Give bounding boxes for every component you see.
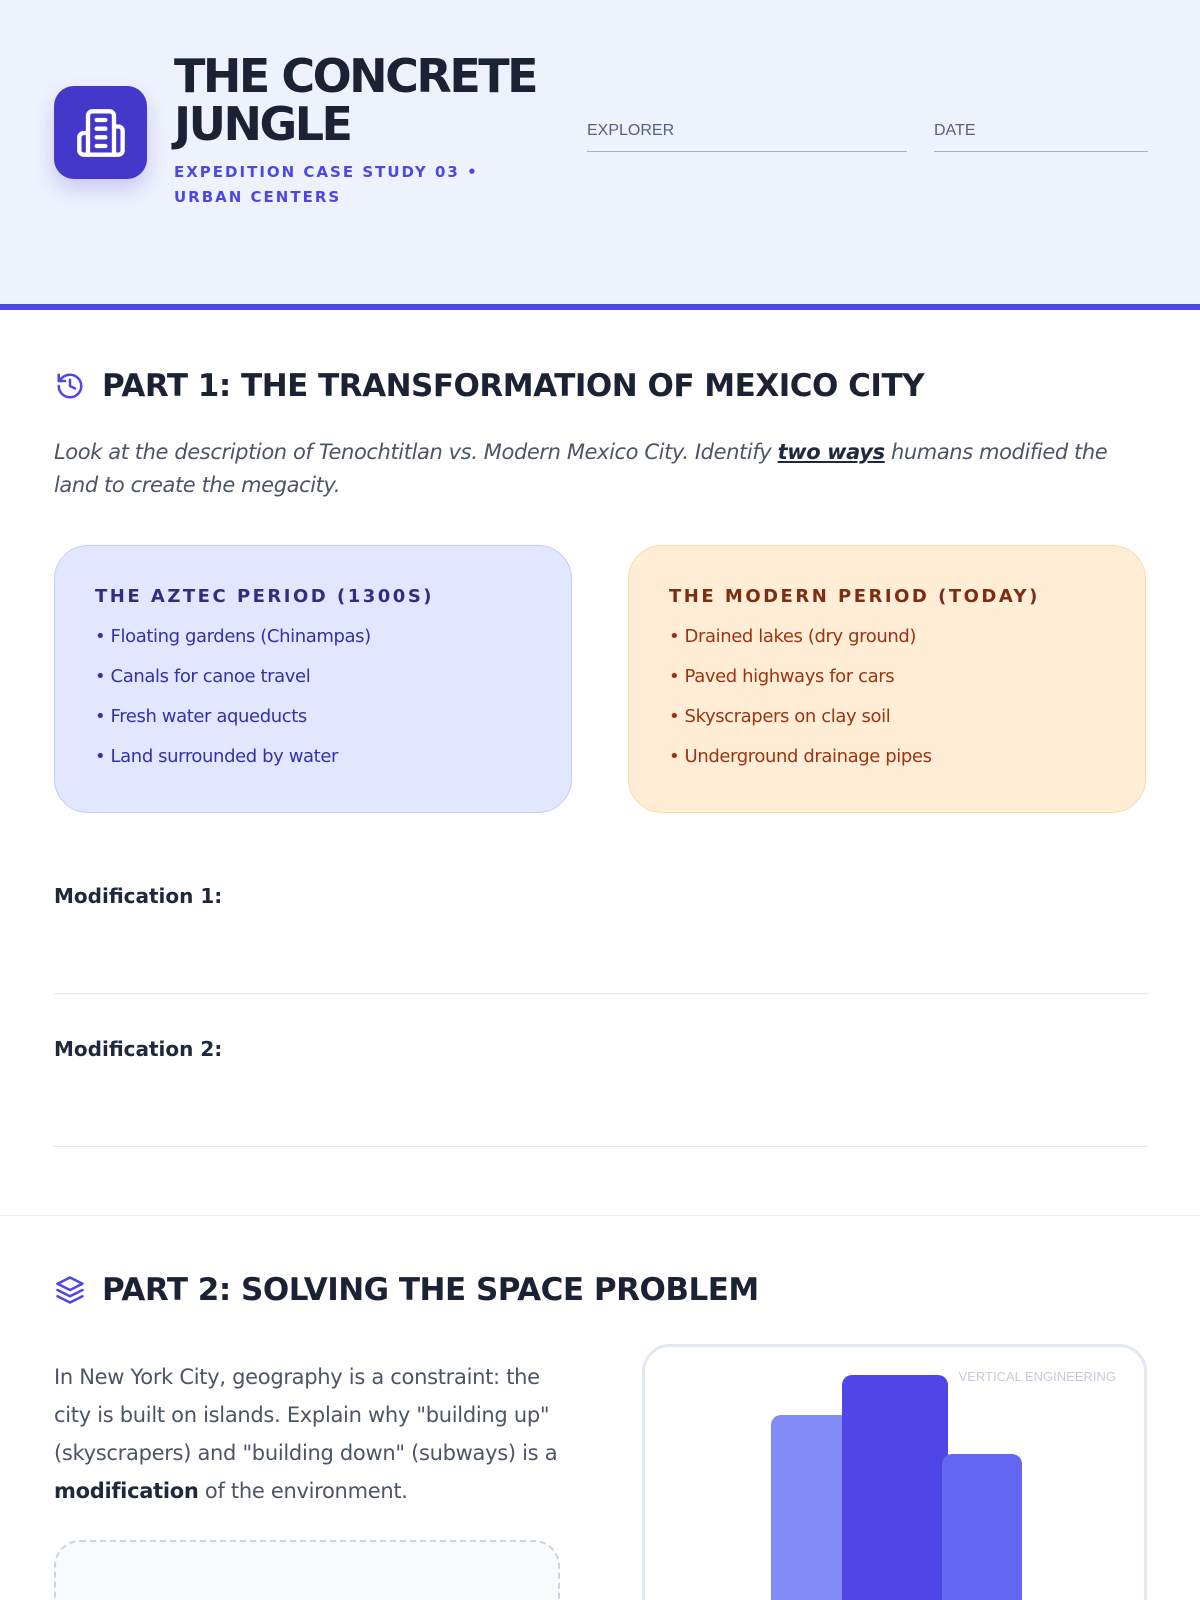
skyscraper-center <box>842 1375 948 1600</box>
list-item: • Drained lakes (dry ground) <box>669 617 1105 657</box>
list-item: • Canals for canoe travel <box>95 657 531 697</box>
skyscraper-right <box>942 1454 1022 1600</box>
part1-title: PART 1: THE TRANSFORMATION OF MEXICO CITY <box>102 368 925 404</box>
date-field[interactable] <box>934 120 1148 152</box>
page-subtitle: EXPEDITION CASE STUDY 03 • URBAN CENTERS <box>174 163 479 206</box>
aztec-card-title: THE AZTEC PERIOD (1300S) <box>95 586 435 607</box>
list-item: • Paved highways for cars <box>669 657 1105 697</box>
part2-prompt: In New York City, geography is a constraint: the city is built on islands. Explain why "building up" (skyscrapers) and "building down" (subways) is a modification of the environment. <box>54 1365 558 1503</box>
modification-1-label: Modification 1: <box>54 884 223 908</box>
part2-answer-box[interactable] <box>54 1540 560 1600</box>
modification-2-answer[interactable] <box>54 1037 1148 1147</box>
list-item: • Floating gardens (Chinampas) <box>95 617 531 657</box>
part1-instructions: Look at the description of Tenochtitlan vs. Modern Mexico City. Identify two ways humans modified the land to create the megacity. <box>54 440 1108 497</box>
illustration-caption: VERTICAL ENGINEERING <box>958 1369 1116 1384</box>
list-item: • Fresh water aqueducts <box>95 697 531 737</box>
header <box>0 0 1200 310</box>
instructions-emphasis: two ways <box>777 440 885 464</box>
list-item: • Skyscrapers on clay soil <box>669 697 1105 737</box>
part2-heading <box>54 1272 759 1308</box>
aztec-card <box>54 545 572 813</box>
modification-2-label: Modification 2: <box>54 1037 223 1061</box>
prompt-emphasis: modification <box>54 1479 199 1503</box>
layers-icon <box>54 1274 86 1306</box>
history-icon <box>54 370 86 402</box>
explorer-field[interactable] <box>587 120 907 152</box>
modern-card <box>628 545 1146 813</box>
building-icon <box>75 107 127 159</box>
list-item: • Land surrounded by water <box>95 737 531 777</box>
explorer-label: EXPLORER <box>587 122 675 139</box>
list-item: • Underground drainage pipes <box>669 737 1105 777</box>
section-divider <box>0 1215 1200 1216</box>
modification-1-answer[interactable] <box>54 884 1148 994</box>
modern-card-title: THE MODERN PERIOD (TODAY) <box>669 586 1040 607</box>
skyscraper-left <box>771 1415 851 1600</box>
logo <box>54 86 147 179</box>
date-label: DATE <box>934 122 976 139</box>
part1-heading <box>54 368 924 404</box>
page-title: THE CONCRETE JUNGLE <box>174 49 537 151</box>
vertical-engineering-illustration <box>642 1344 1147 1600</box>
part2-title: PART 2: SOLVING THE SPACE PROBLEM <box>102 1272 759 1308</box>
